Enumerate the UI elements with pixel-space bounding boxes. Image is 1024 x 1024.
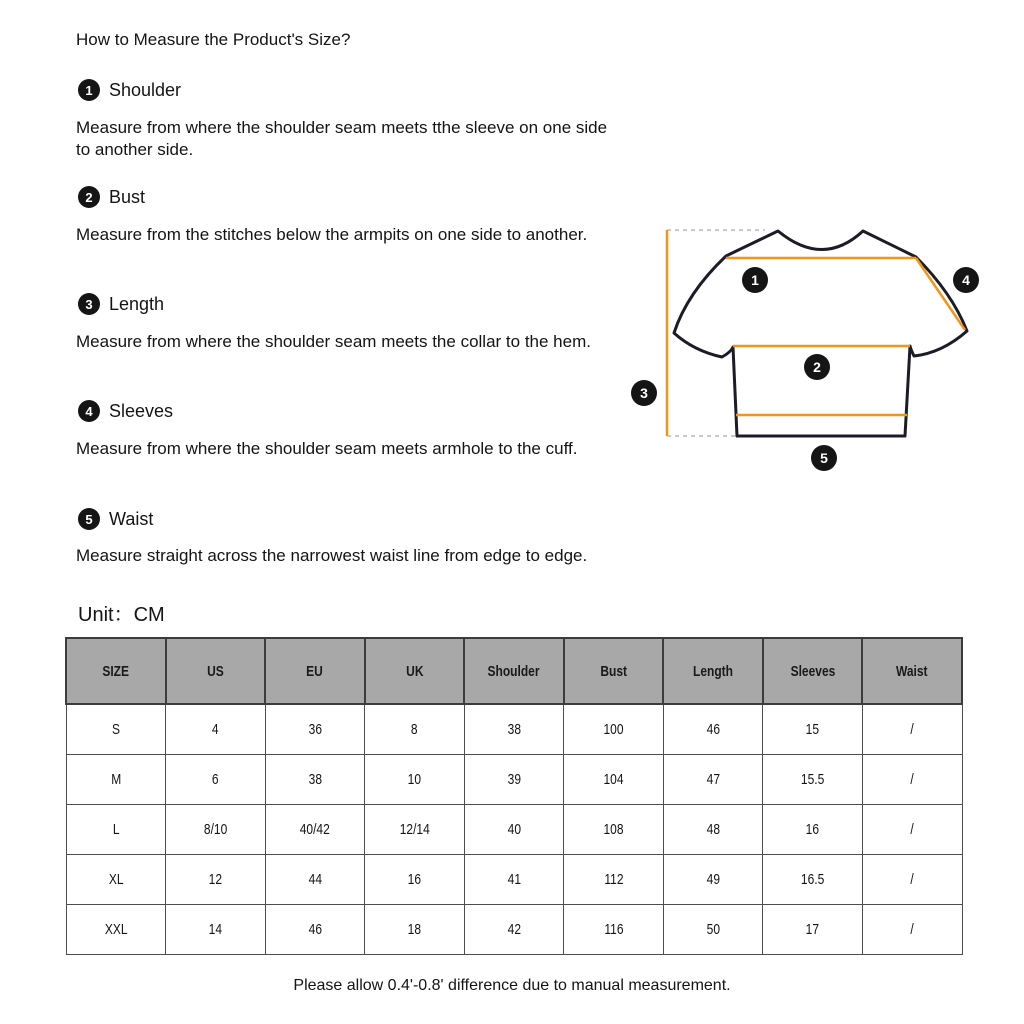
table-cell: XXL [66, 904, 166, 954]
step-description: Measure from the stitches below the armpits on one side to another. [76, 225, 588, 244]
table-cell: 17 [763, 904, 863, 954]
step-heading-sleeves [78, 400, 173, 422]
table-cell: M [66, 754, 166, 804]
table-cell: 112 [564, 854, 664, 904]
table-cell: 10 [365, 754, 465, 804]
table-cell: 4 [166, 704, 266, 754]
table-cell: S [66, 704, 166, 754]
marker-number: 1 [751, 272, 759, 288]
diagram-marker-4 [953, 267, 979, 293]
step-heading-bust [78, 186, 145, 208]
header-cell-size: SIZE [66, 638, 166, 704]
diagram-marker-3 [631, 380, 657, 406]
table-cell: 116 [564, 904, 664, 954]
table-cell: 46 [265, 904, 365, 954]
table-cell: 14 [166, 904, 266, 954]
step-title: Sleeves [109, 400, 174, 421]
header-cell-us: US [166, 638, 266, 704]
table-cell: 40 [464, 804, 564, 854]
step-number-badge: 2 [78, 186, 100, 208]
table-row-xxl [66, 904, 962, 954]
shirt-outline [674, 231, 967, 436]
table-row-xl [66, 854, 962, 904]
step-heading-waist [78, 508, 153, 530]
table-cell: 108 [564, 804, 664, 854]
table-cell: 47 [663, 754, 763, 804]
size-table [65, 637, 963, 955]
table-cell: 6 [166, 754, 266, 804]
step-title: Shoulder [109, 79, 182, 100]
header-cell-shoulder: Shoulder [464, 638, 564, 704]
header-cell-sleeves: Sleeves [763, 638, 863, 704]
table-cell: 8/10 [166, 804, 266, 854]
step-title: Bust [109, 186, 146, 207]
step-number-badge: 5 [78, 508, 100, 530]
table-cell: / [862, 754, 962, 804]
table-cell: 49 [663, 854, 763, 904]
marker-number: 4 [962, 272, 970, 288]
page-title: How to Measure the Product's Size? [76, 30, 351, 49]
table-cell: 38 [265, 754, 365, 804]
step-number-badge: 1 [78, 79, 100, 101]
table-cell: 12 [166, 854, 266, 904]
table-cell: 16 [365, 854, 465, 904]
measurement-disclaimer: Please allow 0.4'-0.8' difference due to manual measurement. [293, 977, 731, 994]
table-cell: XL [66, 854, 166, 904]
marker-number: 2 [813, 359, 821, 375]
marker-number: 5 [820, 450, 828, 466]
step-heading-length [78, 293, 164, 315]
table-cell: 39 [464, 754, 564, 804]
step-description: Measure from where the shoulder seam meets tthe sleeve on one side to another side. [76, 118, 608, 159]
step-description: Measure from where the shoulder seam meets armhole to the cuff. [76, 439, 578, 458]
header-cell-bust: Bust [564, 638, 664, 704]
table-cell: 18 [365, 904, 465, 954]
step-number-badge: 4 [78, 400, 100, 422]
table-cell: / [862, 904, 962, 954]
step-number-badge: 3 [78, 293, 100, 315]
table-cell: 15.5 [763, 754, 863, 804]
unit-label: Unit：CM [78, 604, 165, 626]
step-description: Measure from where the shoulder seam meets the collar to the hem. [76, 332, 591, 351]
diagram-marker-1 [742, 267, 768, 293]
table-cell: 36 [265, 704, 365, 754]
table-cell: 40/42 [265, 804, 365, 854]
step-heading-shoulder [78, 79, 181, 101]
diagram-marker-2 [804, 354, 830, 380]
size-table-header-row [66, 638, 962, 704]
table-cell: 15 [763, 704, 863, 754]
table-cell: 8 [365, 704, 465, 754]
table-cell: 50 [663, 904, 763, 954]
step-description: Measure straight across the narrowest waist line from edge to edge. [76, 546, 588, 565]
diagram-marker-5 [811, 445, 837, 471]
table-cell: 16.5 [763, 854, 863, 904]
table-cell: 46 [663, 704, 763, 754]
header-cell-length: Length [663, 638, 763, 704]
table-cell: / [862, 704, 962, 754]
marker-number: 3 [640, 385, 648, 401]
table-row-l [66, 804, 962, 854]
table-row-s [66, 704, 962, 754]
header-cell-eu: EU [265, 638, 365, 704]
table-cell: 104 [564, 754, 664, 804]
table-cell: 41 [464, 854, 564, 904]
table-cell: L [66, 804, 166, 854]
table-cell: 100 [564, 704, 664, 754]
step-title: Length [109, 293, 165, 314]
table-cell: 42 [464, 904, 564, 954]
header-cell-uk: UK [365, 638, 465, 704]
table-cell: / [862, 854, 962, 904]
table-cell: 38 [464, 704, 564, 754]
table-cell: 16 [763, 804, 863, 854]
header-cell-waist: Waist [862, 638, 962, 704]
step-title: Waist [109, 508, 154, 529]
table-cell: 48 [663, 804, 763, 854]
table-cell: / [862, 804, 962, 854]
tshirt-measure-diagram [620, 200, 1024, 490]
table-row-m [66, 754, 962, 804]
table-cell: 44 [265, 854, 365, 904]
table-cell: 12/14 [365, 804, 465, 854]
